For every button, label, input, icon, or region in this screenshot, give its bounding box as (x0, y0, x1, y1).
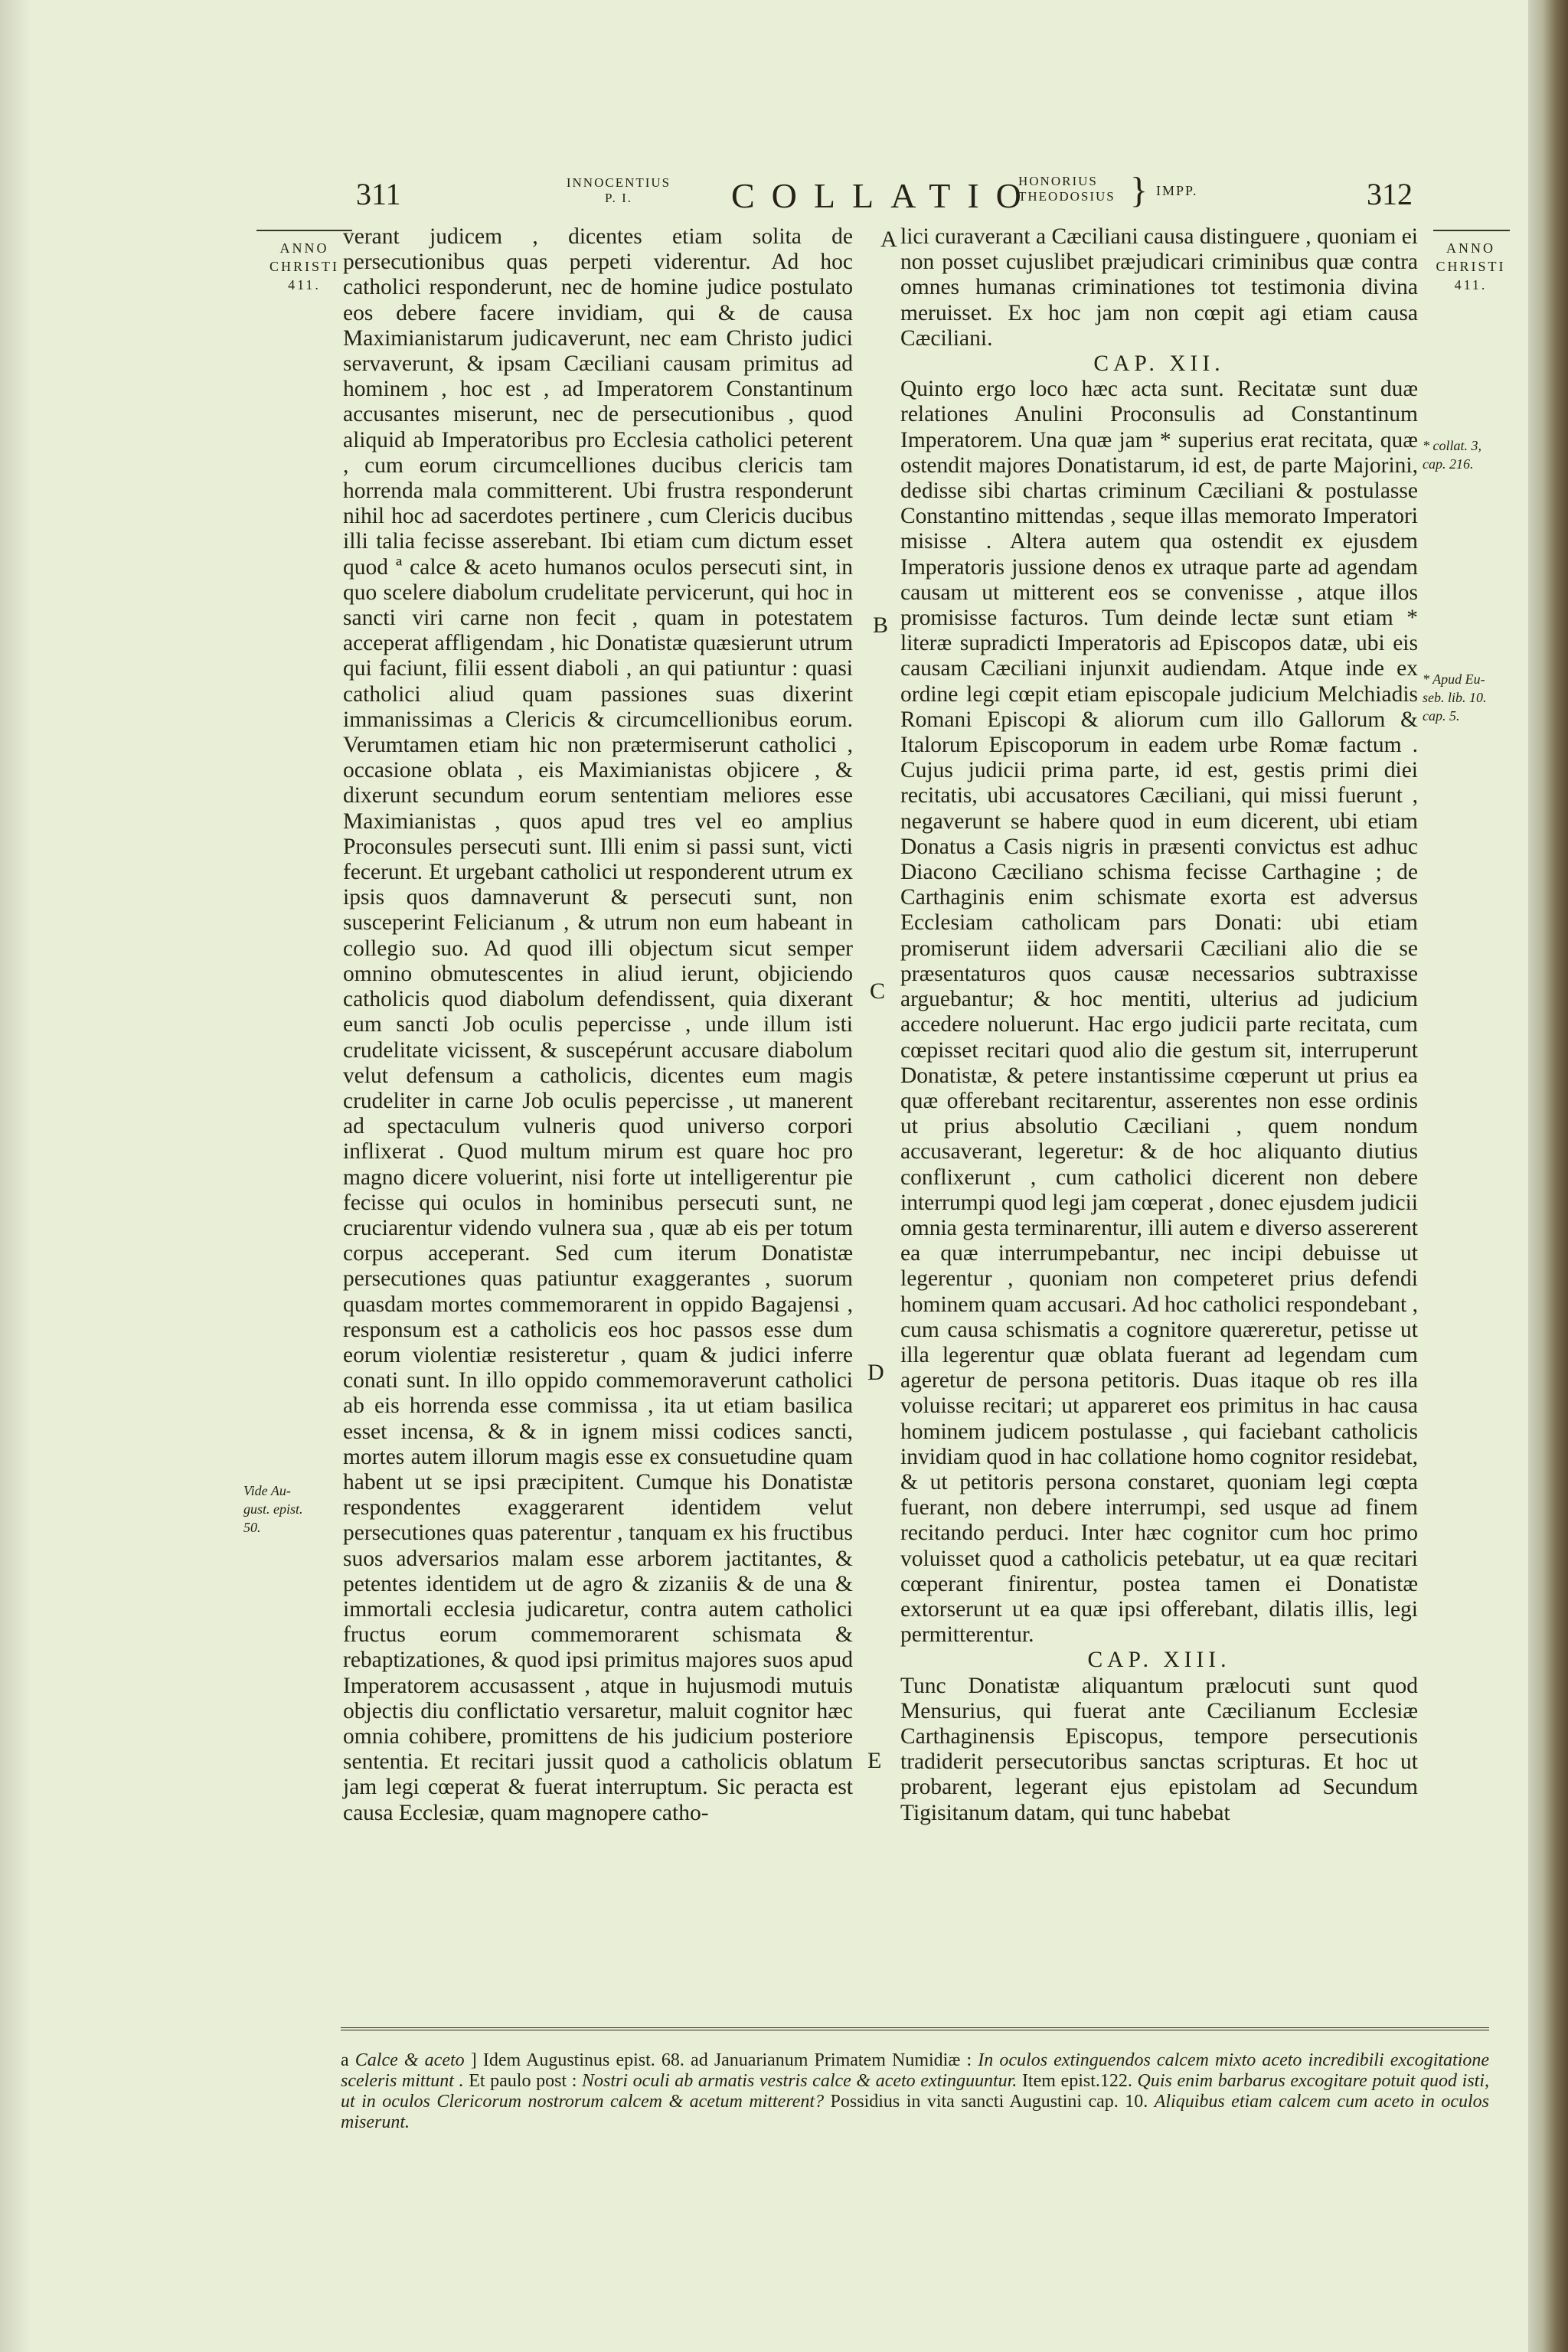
left-column (343, 224, 853, 1826)
margin-note-line: 50. (243, 1520, 261, 1535)
footnote-text-1: ] Idem Augustinus epist. 68. ad Januarianum Primatem Numidiæ : (470, 2050, 972, 2070)
header-emperors (1018, 174, 1148, 204)
header-brace: } (1130, 170, 1148, 211)
header-theodosius: THEODOSIUS (1018, 189, 1116, 204)
margin-anno: ANNO (1446, 240, 1495, 256)
margin-note-line: cap. 5. (1423, 708, 1460, 724)
section-letter-b: B (873, 612, 889, 638)
margin-year: 411. (288, 277, 321, 292)
margin-note-line: * collat. 3, (1423, 438, 1481, 453)
footnote-tag: a (341, 2050, 349, 2070)
margin-rule-right (1433, 230, 1510, 231)
section-letter-c: C (870, 978, 886, 1004)
footnote-text-4: Possidius in vita sancti Augustini cap. 10. (830, 2092, 1148, 2112)
header-impp: IMPP. (1156, 183, 1198, 198)
page-number-right: 312 (1367, 177, 1413, 211)
chapter-heading-12: CAP. XII. (1093, 351, 1225, 377)
margin-note-line: seb. lib. 10. (1423, 690, 1487, 705)
margin-note-vide (243, 1481, 328, 1537)
footnote-text-2: Et paulo post : (469, 2071, 577, 2091)
section-letter-e: E (867, 1748, 882, 1773)
page-edge-shadow (0, 0, 31, 2352)
margin-note-collat (1423, 436, 1514, 473)
margin-note-line: gust. epist. (243, 1501, 303, 1517)
margin-rule-left (256, 230, 352, 231)
footnote-quote-4: Aliquibus etiam calcem cum aceto in oculos miserunt. (341, 2092, 1489, 2132)
margin-christi: CHRISTI (269, 259, 339, 274)
margin-note-apud (1423, 670, 1514, 725)
footnote-quote-3: Quis enim barbarus excogitare potuit quod isti, ut in oculos Clericorum nostrorum calcem & acetum mitterent? (341, 2071, 1490, 2112)
margin-year-left (256, 239, 352, 294)
footnote-quote-2: Nostri oculi ab armatis vestris calce & aceto extinguuntur. (582, 2071, 1018, 2091)
left-column-text: verant judicem , dicentes etiam solita de persecutionibus quas perpeti viderentur. Ad hoc catholici responderunt, nec de homine judice postulato eos debere facere invidiam, qui & de causa Maximianistarum judicaverunt, nec eam Christo judici servaverunt, & ipsam Cæciliani causam primitus ad hominem , hoc est , ad Imperatorem Constantinum accusantes miserunt, nec de persecutionibus , quod aliquid ab Imperatoribus pro Ecclesia catholici peterent , cum eorum circumcelliones ducibus clericis tam horrenda mala committerent. Ubi frustra responderunt nihil hoc ad sacerdotes pertinere , cum Clericis ducibus illi talia fecisse asserebant. Ibi etiam cum dictum esset quod ª calce & aceto humanos oculos persecuti sint, in quo scelere diabolum crudelitate pervicerunt, qui hoc in sancti viri carne non fecit , quam in potestatem acceperat affligendam , hic Donatistæ quæsierunt utrum qui faciunt, filii essent diaboli , an qui patiuntur : quasi catholici aliud quam passiones suas dixerint immanissimas a Clericis & circumcellionibus eorum. Verumtamen etiam hic non prætermiserunt catholici , occasione oblata , eis Maximianistas objicere , & dixerunt secundum eorum sententiam meliores esse Maximianistas , quos apud tres vel eo amplius Proconsules persecuti sunt. Illi enim si passi sunt, victi fecerunt. Et urgebant catholici ut responderent utrum ex ipsis quos damnaverunt & persecuti sunt, non susceperint Felicianum , & utrum non eum habeant in collegio suo. Ad quod illi objectum sicut semper omnino obmutescentes in aliud ierunt, objiciendo catholicis quod diabolum defendissent, quia dixerant eum sancti Job oculis pepercisse , unde illum isti crudelitate vicissent, & suscepérunt accusare diabolum velut defensum a catholicis, dicentes eum magis crudeliter in carne Job oculis pepercisse , ut manerent ad spectaculum vulneris quod universo corpori inflixerat . Quod multum mirum est quare hoc pro magno dicere voluerint, nisi forte ut intelligerentur pie fecisse qui oculos in hominibus persecuti sunt, ne cruciarentur videndo vulnera sua , quæ ab eis per totum corpus acceperant. Sed cum iterum Donatistæ persecutiones quas patiuntur exaggerantes , suorum quasdam mortes commemorarent in oppido Bagajensi , responsum est a catholicis eos hoc passos esse dum eorum violentiæ resisteretur , quam & judici inferre conati sunt. In illo oppido commemoraverunt catholici ab eis horrenda esse commissa , ita ut etiam basilica esset incensa, & & in ignem missi codices sancti, mortes autem illorum magis esse ex consuetudine quam habent ut se ipsi præcipitent. Cumque his Donatistæ respondentes exaggerarent identidem velut persecutiones quas paterentur , tanquam ex his fructibus suos adversarios malam esse arborem jactitantes, & petentes identidem ut de agro & zizaniis & de una & immortali ecclesia judicaretur, contra autem catholici fructus eorum commemorarent schismata & rebaptizationes, & quod ipsi primitus majores suos apud Imperatorem accusassent , atque in hujusmodi mutuis objectis diu conflictatio versaretur, maluit cognitor hæc omnia cohibere, promittens de his judicium posteriore sententia. Et recitari jussit quod a catholicis oblatum jam legi cœperat & fuerat interruptum. Sic peracta est causa Ecclesiæ, quam magnopere catho- (343, 224, 853, 1825)
margin-year-right (1429, 239, 1513, 294)
footnote-quote-1: In oculos extinguendos calcem mixto aceto incredibili excogitatione sceleris mittunt . (341, 2050, 1490, 2091)
header-honorius: HONORIUS (1018, 174, 1098, 188)
chapter-heading-13: CAP. XIII. (1087, 1648, 1231, 1673)
margin-note-line: * Apud Eu- (1423, 671, 1485, 687)
book-binding (1528, 0, 1568, 2352)
footnote-rule (341, 2027, 1489, 2032)
header-title: COLLATIO (731, 176, 1038, 215)
footnote-lemma: Calce & aceto (354, 2050, 465, 2070)
right-column (900, 224, 1418, 1826)
right-paragraph-3: Tunc Donatistæ aliquantum prælocuti sunt quod Mensurius, qui fuerat ante Cæcilianum Ecclesiæ Carthaginensis Episcopus, tempore persecutionis tradiderit persecutoribus sanctas scripturas. Et hoc ut probarent, legerant ejus epistolam ad Secundum Tigisitanum datam, qui tunc habebat (900, 1673, 1418, 1825)
running-header (0, 172, 1531, 218)
footnote-text-3: Item epist.122. (1021, 2071, 1132, 2091)
section-letter-a: A (880, 227, 897, 252)
section-letter-d: D (867, 1360, 884, 1385)
margin-year: 411. (1454, 277, 1488, 292)
margin-christi: CHRISTI (1436, 259, 1506, 274)
margin-note-line: cap. 216. (1423, 456, 1474, 472)
margin-note-line: Vide Au- (243, 1483, 291, 1498)
footnote (341, 2050, 1489, 2133)
margin-anno: ANNO (279, 240, 329, 256)
header-pope (550, 175, 688, 206)
header-innocentius: INNOCENTIUS (566, 175, 671, 190)
right-paragraph-2: Quinto ergo loco hæc acta sunt. Recitatæ sunt duæ relationes Anulini Proconsulis ad Constantinum Imperatorem. Una quæ jam * superius erat recitata, quæ ostendit majores Donatistarum, id est, de parte Majorini, dedisse sibi chartas criminum Cæciliani & postulasse Constantino mittendas , seque illas memorato Imperatori misisse . Altera autem qua ostendit ex ejusdem Imperatoris jussione denos ex utraque parte ad agendam causam ut mitterent eos se convenisse , atque illos promisisse facturos. Tum deinde lectæ sunt etiam * literæ supradicti Imperatoris ad Episcopos datæ, ubi eis causam Cæciliani injunxit audiendam. Atque inde ex ordine legi cœpit etiam episcopale judicium Melchiadis Romani Episcopi & aliorum cum illo Gallorum & Italorum Episcoporum in eadem urbe Romæ factum . Cujus judicii prima parte, id est, gestis primi diei recitatis, ubi accusatores Cæciliani, qui missi fuerunt , negaverunt se habere quod in eum dicerent, ubi etiam Donatus a Casis nigris in præsenti convictus est adhuc Diacono Cæciliano schisma fecisse Carthagine ; de Carthaginis enim schismate exorta est adversus Ecclesiam catholicam pars Donati: ubi etiam promiserunt iidem adversarii Cæciliani alio die se præsentaturos quos causæ necessarios subtraxisse arguebantur; & hoc mentiti, ulterius ad judicium accedere noluerunt. Hac ergo judicii parte recitata, cum cœpisset recitari quod alio die gestum sit, interruperunt Donatistæ, & petere instantissime cœperunt ut prius ea quæ offerebant recitarentur, asserentes non esse ordinis ut prius absolutio Cæciliani , quem nondum accusaverant, legeretur: & de hoc aliquanto diutius conflixerunt , cum catholici dicerent non debere interrumpi quod legi jam cœperat , donec ejusdem judicii omnia gesta terminarentur, illi autem e diverso assererent ea quæ interrumpebantur, nec incipi debuisse ut legerentur , quoniam non competeret prius defendi hominem quam accusari. Ad hoc catholici respondebant , cum causa schismatis a cognitore quæreretur, petisse ut illa legerentur quæ oblata fuerant ad legendam cum ageretur de persona petitoris. Duas itaque ob res illa voluisse recitari; ut appareret eos primitus in hac causa hominem judicem postulasse , qui faciebant catholicis invidiam quod in hac collatione homo cognitor residebat, & ut petitoris persona constaret, quoniam legi cœpta fuerant, non debere interrumpi, sed usque ad finem recitando perduci. Inter hæc cognitor cum hoc primo voluisset quod a catholicis petebatur, ut ea quæ recitari cœperant finirentur, postea tamen ei Donatistæ extorserunt ut ea quæ ipsi offerebant, dilatis illis, legi permitterentur. (900, 377, 1418, 1648)
page-number-left: 311 (356, 177, 401, 211)
header-innocentius-sub: P. I. (605, 191, 632, 205)
right-paragraph-1: lici curaverant a Cæciliani causa distinguere , quoniam ei non posset cujuslibet præjudicari criminibus quæ contra omnes humanas criminationes tot testimonia divina meruisset. Ex hoc jam non cœpit agi etiam causa Cæciliani. (900, 224, 1418, 351)
